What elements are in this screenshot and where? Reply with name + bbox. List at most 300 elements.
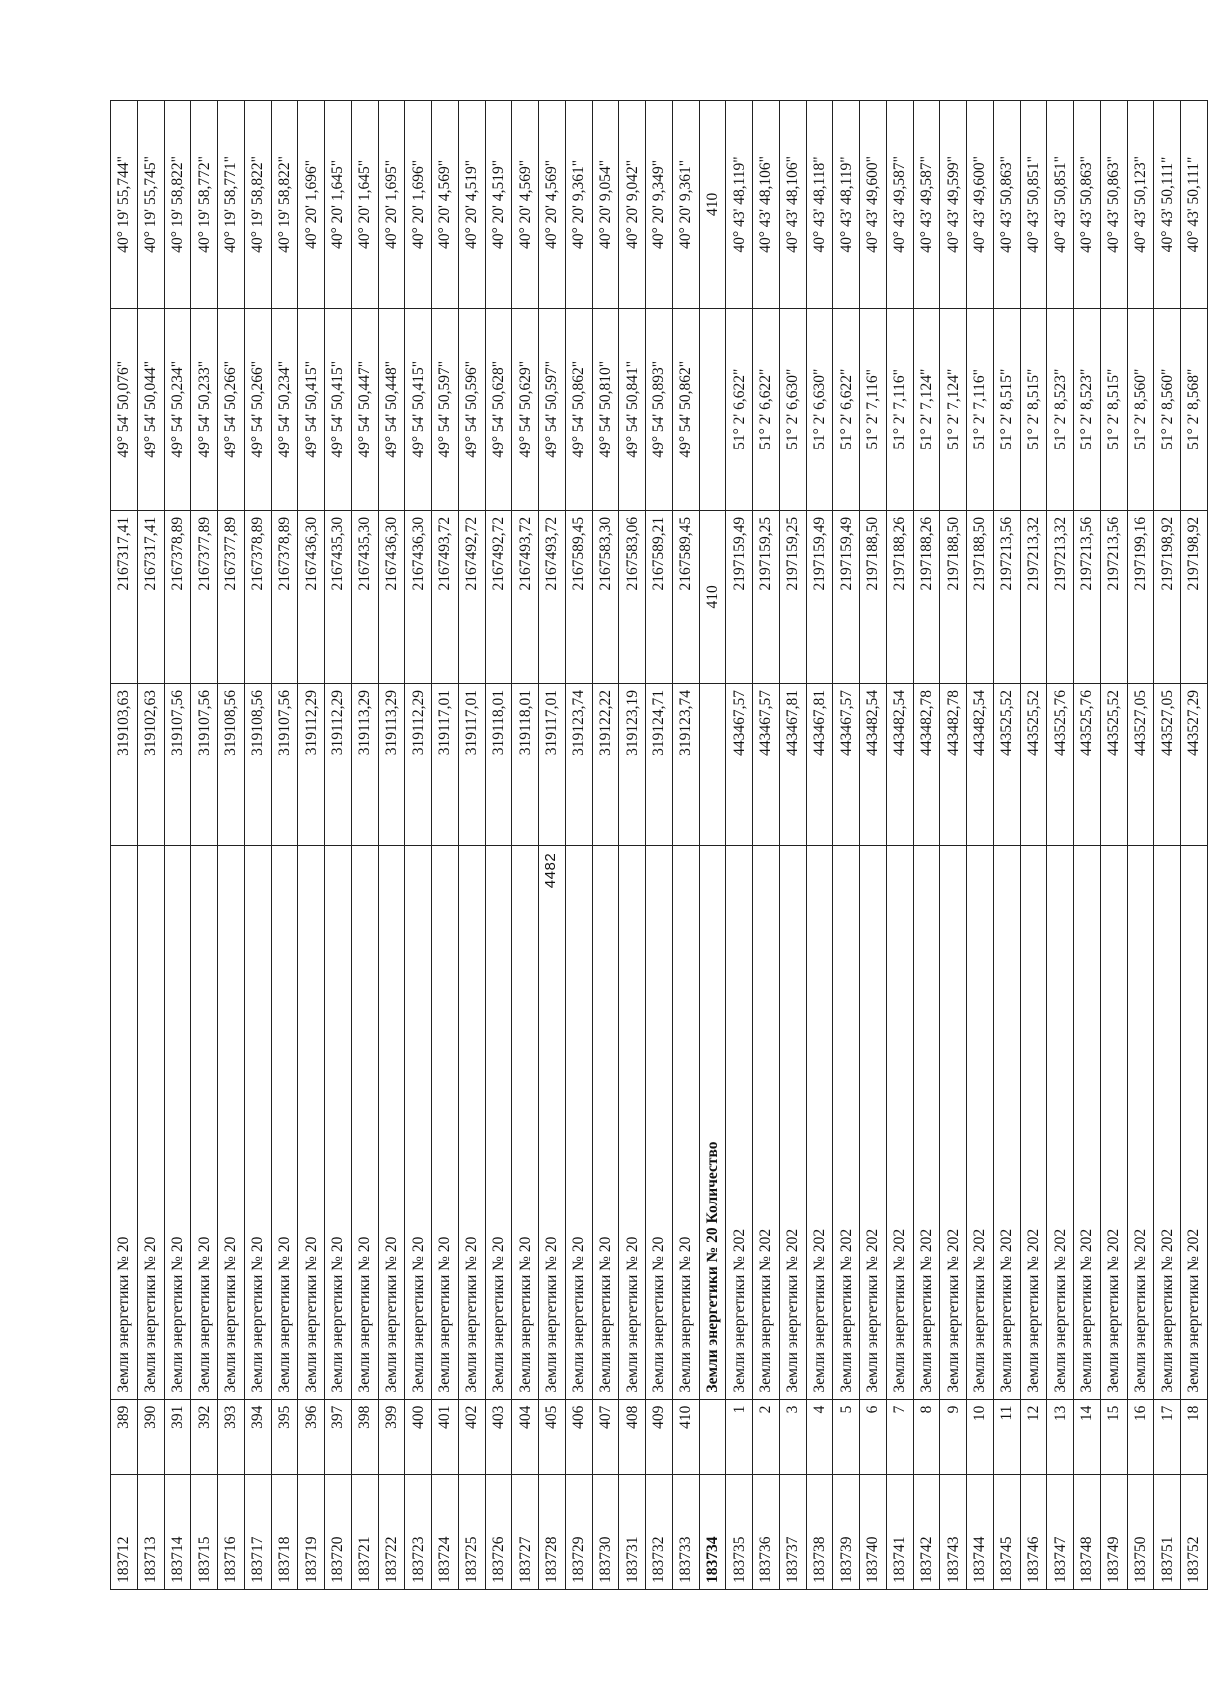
land-name-cell: Земли энергетики № 202 — [1047, 845, 1074, 1399]
coord-y-cell: 410 — [699, 510, 726, 683]
point-number-cell: 398 — [351, 1399, 378, 1474]
longitude-cell: 40° 19' 58,772" — [191, 101, 218, 309]
table-row — [1181, 101, 1208, 1590]
land-name-cell: Земли энергетики № 202 — [726, 845, 753, 1399]
latitude-cell: 49° 54' 50,234" — [164, 308, 191, 510]
coord-x-cell: 443467,57 — [833, 683, 860, 845]
table-row — [191, 101, 218, 1590]
coord-y-cell: 2167493,72 — [512, 510, 539, 683]
row-id-cell: 183729 — [565, 1474, 592, 1589]
land-name-cell: Земли энергетики № 20 — [298, 845, 325, 1399]
longitude-cell: 40° 43' 50,111" — [1181, 101, 1208, 309]
row-id-cell: 183734 — [699, 1474, 726, 1589]
coord-x-cell: 443482,54 — [967, 683, 994, 845]
point-number-cell: 406 — [565, 1399, 592, 1474]
row-id-cell: 183746 — [1020, 1474, 1047, 1589]
land-name-cell: Земли энергетики № 202 — [967, 845, 994, 1399]
coord-y-cell: 2197198,92 — [1154, 510, 1181, 683]
land-name-cell: Земли энергетики № 20 — [191, 845, 218, 1399]
longitude-cell: 40° 19' 55,744" — [111, 101, 138, 309]
longitude-cell: 40° 20' 1,645" — [325, 101, 352, 309]
row-id-cell: 183726 — [485, 1474, 512, 1589]
latitude-cell: 51° 2' 7,124" — [940, 308, 967, 510]
point-number-cell: 14 — [1074, 1399, 1101, 1474]
land-name-cell: Земли энергетики № 20 — [137, 845, 164, 1399]
longitude-cell: 40° 20' 1,695" — [378, 101, 405, 309]
longitude-cell: 40° 19' 58,822" — [271, 101, 298, 309]
coord-y-cell: 2197213,56 — [1100, 510, 1127, 683]
coord-x-cell: 443482,78 — [913, 683, 940, 845]
latitude-cell: 49° 54' 50,415" — [405, 308, 432, 510]
coord-x-cell: 319102,63 — [137, 683, 164, 845]
coordinates-table — [110, 100, 1208, 1590]
longitude-cell: 40° 43' 48,106" — [779, 101, 806, 309]
coord-y-cell: 2197159,25 — [779, 510, 806, 683]
latitude-cell: 49° 54' 50,448" — [378, 308, 405, 510]
longitude-cell: 40° 20' 9,361" — [672, 101, 699, 309]
coord-x-cell: 443482,54 — [886, 683, 913, 845]
coord-x-cell: 443525,52 — [1020, 683, 1047, 845]
latitude-cell: 51° 2' 8,515" — [1020, 308, 1047, 510]
coord-x-cell: 319108,56 — [218, 683, 245, 845]
coord-y-cell: 2197213,56 — [1074, 510, 1101, 683]
latitude-cell: 49° 54' 50,597" — [432, 308, 459, 510]
land-name-cell: Земли энергетики № 20 — [619, 845, 646, 1399]
table-row — [913, 101, 940, 1590]
longitude-cell: 40° 20' 1,696" — [298, 101, 325, 309]
table-row — [111, 101, 138, 1590]
latitude-cell: 49° 54' 50,841" — [619, 308, 646, 510]
coord-y-cell: 2197188,50 — [860, 510, 887, 683]
longitude-cell: 40° 43' 50,863" — [1074, 101, 1101, 309]
row-id-cell: 183738 — [806, 1474, 833, 1589]
table-row — [565, 101, 592, 1590]
page-number: 4482 — [542, 852, 560, 889]
table-row — [1100, 101, 1127, 1590]
coord-y-cell: 2197188,50 — [967, 510, 994, 683]
table-row — [753, 101, 780, 1590]
row-id-cell: 183750 — [1127, 1474, 1154, 1589]
longitude-cell: 40° 19' 58,771" — [218, 101, 245, 309]
coord-x-cell: 319108,56 — [244, 683, 271, 845]
land-name-cell: Земли энергетики № 20 — [111, 845, 138, 1399]
table-row — [405, 101, 432, 1590]
table-row — [432, 101, 459, 1590]
row-id-cell: 183716 — [218, 1474, 245, 1589]
longitude-cell: 40° 20' 9,349" — [646, 101, 673, 309]
point-number-cell: 390 — [137, 1399, 164, 1474]
coord-x-cell: 319123,74 — [565, 683, 592, 845]
latitude-cell: 51° 2' 6,622" — [833, 308, 860, 510]
land-name-cell: Земли энергетики № 20 — [458, 845, 485, 1399]
land-name-cell: Земли энергетики № 202 — [1074, 845, 1101, 1399]
longitude-cell: 40° 19' 55,745" — [137, 101, 164, 309]
point-number-cell: 10 — [967, 1399, 994, 1474]
land-name-cell: Земли энергетики № 20 — [271, 845, 298, 1399]
land-name-cell: Земли энергетики № 20 — [539, 845, 566, 1399]
point-number-cell: 397 — [325, 1399, 352, 1474]
coord-y-cell: 2197159,49 — [806, 510, 833, 683]
coord-x-cell: 319107,56 — [191, 683, 218, 845]
point-number-cell: 409 — [646, 1399, 673, 1474]
table-row — [512, 101, 539, 1590]
longitude-cell: 40° 20' 1,696" — [405, 101, 432, 309]
point-number-cell: 402 — [458, 1399, 485, 1474]
coord-x-cell: 319118,01 — [485, 683, 512, 845]
point-number-cell: 395 — [271, 1399, 298, 1474]
point-number-cell: 5 — [833, 1399, 860, 1474]
point-number-cell: 12 — [1020, 1399, 1047, 1474]
row-id-cell: 183749 — [1100, 1474, 1127, 1589]
table-row — [1020, 101, 1047, 1590]
table-row — [351, 101, 378, 1590]
land-name-cell: Земли энергетики № 202 — [753, 845, 780, 1399]
coord-x-cell: 443525,76 — [1047, 683, 1074, 845]
row-id-cell: 183727 — [512, 1474, 539, 1589]
coord-y-cell: 2197213,56 — [993, 510, 1020, 683]
latitude-cell: 49° 54' 50,415" — [325, 308, 352, 510]
row-id-cell: 183724 — [432, 1474, 459, 1589]
latitude-cell: 49° 54' 50,415" — [298, 308, 325, 510]
table-row — [137, 101, 164, 1590]
row-id-cell: 183725 — [458, 1474, 485, 1589]
latitude-cell: 49° 54' 50,596" — [458, 308, 485, 510]
point-number-cell: 392 — [191, 1399, 218, 1474]
land-name-cell: Земли энергетики № 202 — [1020, 845, 1047, 1399]
longitude-cell: 40° 43' 50,111" — [1154, 101, 1181, 309]
coord-x-cell: 319113,29 — [351, 683, 378, 845]
row-id-cell: 183718 — [271, 1474, 298, 1589]
point-number-cell: 403 — [485, 1399, 512, 1474]
coord-y-cell: 2167435,30 — [351, 510, 378, 683]
row-id-cell: 183744 — [967, 1474, 994, 1589]
point-number-cell: 394 — [244, 1399, 271, 1474]
land-name-cell: Земли энергетики № 20 — [405, 845, 432, 1399]
land-name-cell: Земли энергетики № 202 — [860, 845, 887, 1399]
point-number-cell: 393 — [218, 1399, 245, 1474]
latitude-cell: 51° 2' 7,124" — [913, 308, 940, 510]
land-name-cell: Земли энергетики № 202 — [1100, 845, 1127, 1399]
coord-x-cell: 319107,56 — [164, 683, 191, 845]
land-name-cell: Земли энергетики № 202 — [913, 845, 940, 1399]
coord-y-cell: 2167378,89 — [244, 510, 271, 683]
point-number-cell: 396 — [298, 1399, 325, 1474]
coord-y-cell: 2167492,72 — [485, 510, 512, 683]
coord-y-cell: 2167436,30 — [298, 510, 325, 683]
longitude-cell: 40° 19' 58,822" — [244, 101, 271, 309]
table-row — [726, 101, 753, 1590]
row-id-cell: 183712 — [111, 1474, 138, 1589]
row-id-cell: 183721 — [351, 1474, 378, 1589]
row-id-cell: 183743 — [940, 1474, 967, 1589]
coord-x-cell: 319122,22 — [592, 683, 619, 845]
row-id-cell: 183719 — [298, 1474, 325, 1589]
latitude-cell: 51° 2' 8,515" — [1100, 308, 1127, 510]
table-row — [1047, 101, 1074, 1590]
table-row — [244, 101, 271, 1590]
coord-x-cell: 319118,01 — [512, 683, 539, 845]
latitude-cell: 51° 2' 8,523" — [1047, 308, 1074, 510]
longitude-cell: 40° 20' 4,569" — [432, 101, 459, 309]
latitude-cell: 49° 54' 50,447" — [351, 308, 378, 510]
row-id-cell: 183733 — [672, 1474, 699, 1589]
row-id-cell: 183714 — [164, 1474, 191, 1589]
land-name-cell: Земли энергетики № 20 — [432, 845, 459, 1399]
latitude-cell: 51° 2' 8,523" — [1074, 308, 1101, 510]
latitude-cell: 51° 2' 6,630" — [806, 308, 833, 510]
latitude-cell: 51° 2' 8,568" — [1181, 308, 1208, 510]
coord-x-cell: 319117,01 — [458, 683, 485, 845]
row-id-cell: 183715 — [191, 1474, 218, 1589]
latitude-cell: 49° 54' 50,266" — [244, 308, 271, 510]
land-name-cell: Земли энергетики № 20 Количество — [699, 845, 726, 1399]
table-row — [779, 101, 806, 1590]
row-id-cell: 183730 — [592, 1474, 619, 1589]
point-number-cell — [699, 1399, 726, 1474]
land-name-cell: Земли энергетики № 20 — [592, 845, 619, 1399]
point-number-cell: 16 — [1127, 1399, 1154, 1474]
latitude-cell: 51° 2' 8,515" — [993, 308, 1020, 510]
row-id-cell: 183752 — [1181, 1474, 1208, 1589]
land-name-cell: Земли энергетики № 20 — [485, 845, 512, 1399]
coord-y-cell: 2167589,21 — [646, 510, 673, 683]
latitude-cell: 49° 54' 50,810" — [592, 308, 619, 510]
land-name-cell: Земли энергетики № 202 — [886, 845, 913, 1399]
land-name-cell: Земли энергетики № 20 — [351, 845, 378, 1399]
longitude-cell: 40° 20' 9,042" — [619, 101, 646, 309]
longitude-cell: 40° 19' 58,822" — [164, 101, 191, 309]
latitude-cell: 49° 54' 50,628" — [485, 308, 512, 510]
point-number-cell: 13 — [1047, 1399, 1074, 1474]
table-row — [886, 101, 913, 1590]
table-row — [993, 101, 1020, 1590]
table-row — [539, 101, 566, 1590]
row-id-cell: 183747 — [1047, 1474, 1074, 1589]
table-row — [592, 101, 619, 1590]
latitude-cell: 49° 54' 50,597" — [539, 308, 566, 510]
latitude-cell: 51° 2' 7,116" — [886, 308, 913, 510]
land-name-cell: Земли энергетики № 20 — [378, 845, 405, 1399]
longitude-cell: 40° 43' 49,600" — [860, 101, 887, 309]
point-number-cell: 389 — [111, 1399, 138, 1474]
land-name-cell: Земли энергетики № 202 — [779, 845, 806, 1399]
point-number-cell: 408 — [619, 1399, 646, 1474]
latitude-cell: 51° 2' 6,630" — [779, 308, 806, 510]
point-number-cell: 400 — [405, 1399, 432, 1474]
table-row — [860, 101, 887, 1590]
longitude-cell: 40° 20' 4,519" — [485, 101, 512, 309]
table-row — [218, 101, 245, 1590]
longitude-cell: 40° 43' 49,587" — [886, 101, 913, 309]
longitude-cell: 40° 43' 49,599" — [940, 101, 967, 309]
longitude-cell: 40° 20' 4,519" — [458, 101, 485, 309]
point-number-cell: 1 — [726, 1399, 753, 1474]
coord-y-cell: 2167583,06 — [619, 510, 646, 683]
longitude-cell: 40° 43' 49,600" — [967, 101, 994, 309]
longitude-cell: 410 — [699, 101, 726, 309]
coord-x-cell: 319112,29 — [298, 683, 325, 845]
latitude-cell: 51° 2' 8,560" — [1154, 308, 1181, 510]
latitude-cell: 51° 2' 6,622" — [753, 308, 780, 510]
row-id-cell: 183728 — [539, 1474, 566, 1589]
coord-x-cell: 319117,01 — [539, 683, 566, 845]
coord-x-cell: 319112,29 — [325, 683, 352, 845]
point-number-cell: 2 — [753, 1399, 780, 1474]
table-row — [967, 101, 994, 1590]
coord-x-cell: 443527,05 — [1154, 683, 1181, 845]
coord-y-cell: 2167589,45 — [672, 510, 699, 683]
longitude-cell: 40° 43' 48,119" — [726, 101, 753, 309]
table-row — [485, 101, 512, 1590]
row-id-cell: 183723 — [405, 1474, 432, 1589]
table-row — [378, 101, 405, 1590]
longitude-cell: 40° 20' 1,645" — [351, 101, 378, 309]
coord-y-cell: 2197198,92 — [1181, 510, 1208, 683]
point-number-cell: 391 — [164, 1399, 191, 1474]
coord-y-cell: 2167435,30 — [325, 510, 352, 683]
land-name-cell: Земли энергетики № 202 — [940, 845, 967, 1399]
row-id-cell: 183742 — [913, 1474, 940, 1589]
coord-y-cell: 2167493,72 — [432, 510, 459, 683]
row-id-cell: 183745 — [993, 1474, 1020, 1589]
latitude-cell: 49° 54' 50,044" — [137, 308, 164, 510]
latitude-cell: 51° 2' 6,622" — [726, 308, 753, 510]
row-id-cell: 183739 — [833, 1474, 860, 1589]
coord-y-cell: 2167492,72 — [458, 510, 485, 683]
coord-x-cell: 319117,01 — [432, 683, 459, 845]
coord-x-cell: 443525,52 — [993, 683, 1020, 845]
point-number-cell: 4 — [806, 1399, 833, 1474]
coord-x-cell: 443467,81 — [779, 683, 806, 845]
table-row — [164, 101, 191, 1590]
coord-y-cell: 2197213,32 — [1047, 510, 1074, 683]
point-number-cell: 399 — [378, 1399, 405, 1474]
point-number-cell: 11 — [993, 1399, 1020, 1474]
land-name-cell: Земли энергетики № 20 — [565, 845, 592, 1399]
table-row — [298, 101, 325, 1590]
point-number-cell: 404 — [512, 1399, 539, 1474]
latitude-cell: 51° 2' 8,560" — [1127, 308, 1154, 510]
land-name-cell: Земли энергетики № 202 — [1154, 845, 1181, 1399]
table-row — [1154, 101, 1181, 1590]
coord-x-cell: 443527,29 — [1181, 683, 1208, 845]
coord-y-cell: 2197188,26 — [886, 510, 913, 683]
summary-row — [699, 101, 726, 1590]
coord-x-cell: 443467,57 — [726, 683, 753, 845]
coord-x-cell: 319123,74 — [672, 683, 699, 845]
table-row — [325, 101, 352, 1590]
latitude-cell: 49° 54' 50,862" — [565, 308, 592, 510]
table-row — [940, 101, 967, 1590]
point-number-cell: 3 — [779, 1399, 806, 1474]
land-name-cell: Земли энергетики № 20 — [672, 845, 699, 1399]
land-name-cell: Земли энергетики № 20 — [512, 845, 539, 1399]
point-number-cell: 405 — [539, 1399, 566, 1474]
latitude-cell: 49° 54' 50,893" — [646, 308, 673, 510]
table-row — [1074, 101, 1101, 1590]
latitude-cell: 49° 54' 50,629" — [512, 308, 539, 510]
table-row — [619, 101, 646, 1590]
latitude-cell — [699, 308, 726, 510]
coord-x-cell: 443527,05 — [1127, 683, 1154, 845]
coord-y-cell: 2197213,32 — [1020, 510, 1047, 683]
point-number-cell: 17 — [1154, 1399, 1181, 1474]
coord-x-cell: 319123,19 — [619, 683, 646, 845]
row-id-cell: 183722 — [378, 1474, 405, 1589]
latitude-cell: 51° 2' 7,116" — [860, 308, 887, 510]
table-row — [833, 101, 860, 1590]
longitude-cell: 40° 43' 50,851" — [1020, 101, 1047, 309]
coord-x-cell: 443467,81 — [806, 683, 833, 845]
coord-y-cell: 2167436,30 — [378, 510, 405, 683]
coord-x-cell: 443467,57 — [753, 683, 780, 845]
longitude-cell: 40° 20' 9,361" — [565, 101, 592, 309]
point-number-cell: 410 — [672, 1399, 699, 1474]
point-number-cell: 407 — [592, 1399, 619, 1474]
table-row — [1127, 101, 1154, 1590]
coord-x-cell: 319107,56 — [271, 683, 298, 845]
latitude-cell: 49° 54' 50,266" — [218, 308, 245, 510]
longitude-cell: 40° 43' 49,587" — [913, 101, 940, 309]
point-number-cell: 401 — [432, 1399, 459, 1474]
coord-y-cell: 2167583,30 — [592, 510, 619, 683]
point-number-cell: 18 — [1181, 1399, 1208, 1474]
coord-y-cell: 2197159,49 — [726, 510, 753, 683]
coord-y-cell: 2167317,41 — [137, 510, 164, 683]
coord-x-cell: 319113,29 — [378, 683, 405, 845]
longitude-cell: 40° 20' 4,569" — [539, 101, 566, 309]
coord-y-cell: 2167377,89 — [218, 510, 245, 683]
longitude-cell: 40° 20' 9,054" — [592, 101, 619, 309]
row-id-cell: 183717 — [244, 1474, 271, 1589]
coord-x-cell: 319112,29 — [405, 683, 432, 845]
land-name-cell: Земли энергетики № 20 — [244, 845, 271, 1399]
coord-x-cell: 443482,78 — [940, 683, 967, 845]
coord-x-cell: 319103,63 — [111, 683, 138, 845]
latitude-cell: 49° 54' 50,234" — [271, 308, 298, 510]
land-name-cell: Земли энергетики № 202 — [806, 845, 833, 1399]
coord-y-cell: 2197188,50 — [940, 510, 967, 683]
point-number-cell: 8 — [913, 1399, 940, 1474]
latitude-cell: 51° 2' 7,116" — [967, 308, 994, 510]
longitude-cell: 40° 43' 50,863" — [993, 101, 1020, 309]
coord-y-cell: 2167378,89 — [164, 510, 191, 683]
longitude-cell: 40° 43' 48,119" — [833, 101, 860, 309]
coord-y-cell: 2167377,89 — [191, 510, 218, 683]
row-id-cell: 183751 — [1154, 1474, 1181, 1589]
table-row — [806, 101, 833, 1590]
coord-x-cell: 319124,71 — [646, 683, 673, 845]
land-name-cell: Земли энергетики № 20 — [218, 845, 245, 1399]
coord-x-cell — [699, 683, 726, 845]
land-name-cell: Земли энергетики № 20 — [164, 845, 191, 1399]
table-row — [271, 101, 298, 1590]
point-number-cell: 9 — [940, 1399, 967, 1474]
coord-y-cell: 2167378,89 — [271, 510, 298, 683]
coord-y-cell: 2167317,41 — [111, 510, 138, 683]
row-id-cell: 183713 — [137, 1474, 164, 1589]
table-row — [672, 101, 699, 1590]
point-number-cell: 7 — [886, 1399, 913, 1474]
latitude-cell: 49° 54' 50,233" — [191, 308, 218, 510]
coord-y-cell: 2197199,16 — [1127, 510, 1154, 683]
longitude-cell: 40° 43' 48,118" — [806, 101, 833, 309]
coord-x-cell: 443525,52 — [1100, 683, 1127, 845]
coord-y-cell: 2197159,49 — [833, 510, 860, 683]
row-id-cell: 183737 — [779, 1474, 806, 1589]
row-id-cell: 183720 — [325, 1474, 352, 1589]
table-row — [646, 101, 673, 1590]
